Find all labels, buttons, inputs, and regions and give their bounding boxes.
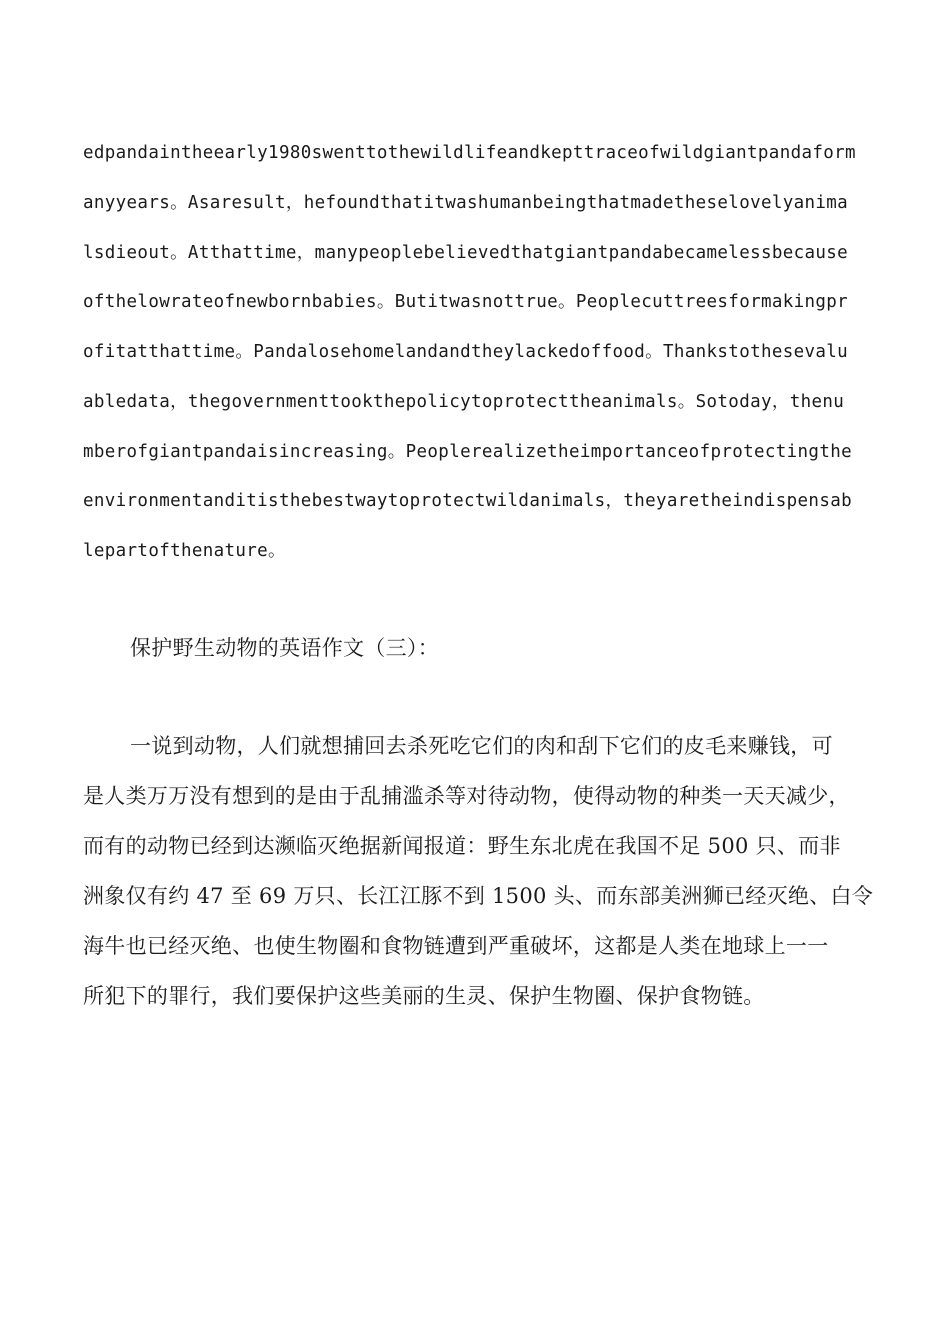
english-paragraph-line: ofitatthattime。Pandalosehomelandandtheylackedoffood。Thankstothesevalu — [83, 342, 849, 362]
english-paragraph-line: abledata，thegovernmenttookthepolicytoprotecttheanimals。Sotoday，thenu — [83, 392, 845, 412]
chinese-paragraph-line: 海牛也已经灭绝、也使生物圈和食物链遭到严重破坏，这都是人类在地球上一一 — [83, 934, 829, 958]
english-paragraph-line: lepartofthenature。 — [83, 541, 286, 561]
chinese-paragraph-line: 而有的动物已经到达濒临灭绝据新闻报道：野生东北虎在我国不足 500 只、而非 — [83, 834, 841, 858]
english-paragraph-line: lsdieout。Atthattime，manypeoplebelievedthatgiantpandabecamelessbecause — [83, 243, 849, 263]
section-heading: 保护野生动物的英语作文（三）： — [130, 636, 439, 660]
english-paragraph-line: ofthelowrateofnewbornbabies。Butitwasnottrue。Peoplecuttreesformakingpr — [83, 292, 849, 312]
chinese-paragraph-line: 洲象仅有约 47 至 69 万只、长江江豚不到 1500 头、而东部美洲狮已经灭绝、白令 — [83, 884, 874, 908]
chinese-paragraph-line: 所犯下的罪行，我们要保护这些美丽的生灵、保护生物圈、保护食物链。 — [83, 984, 765, 1008]
english-paragraph-line: edpandaintheearly1980swenttothewildlifeandkepttraceofwildgiantpandaform — [83, 143, 856, 163]
english-paragraph-line: anyyears。Asaresult，hefoundthatitwashumanbeingthatmadetheselovelyanima — [83, 193, 849, 213]
english-paragraph-line: environmentanditisthebestwaytoprotectwildanimals，theyaretheindispensab — [83, 491, 852, 511]
english-paragraph-line: mberofgiantpandaisincreasing。Peoplerealizetheimportanceofprotectingthe — [83, 442, 852, 462]
chinese-paragraph-line: 是人类万万没有想到的是由于乱捕滥杀等对待动物，使得动物的种类一天天减少， — [83, 784, 850, 808]
chinese-paragraph-line: 一说到动物，人们就想捕回去杀死吃它们的肉和刮下它们的皮毛来赚钱，可 — [130, 734, 833, 758]
